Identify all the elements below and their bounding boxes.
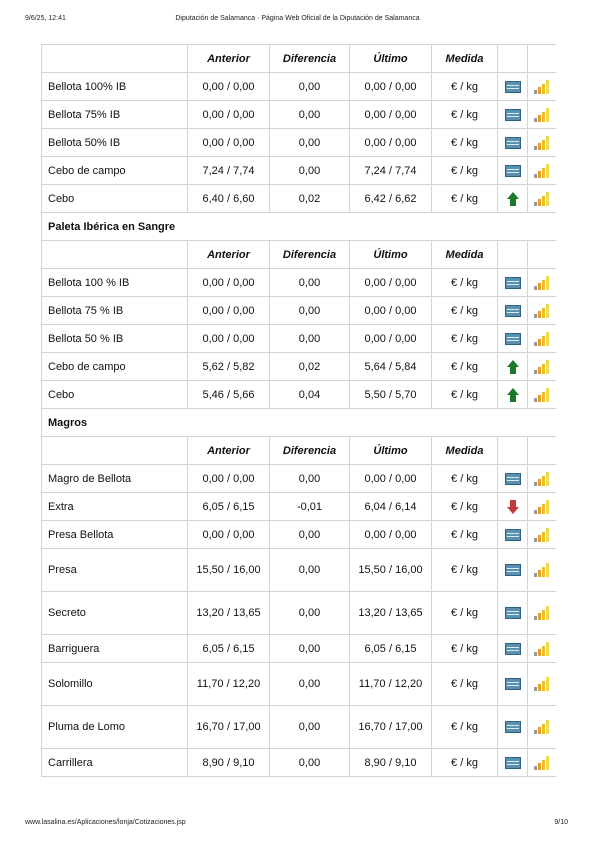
table-icon[interactable] bbox=[505, 678, 521, 690]
chart-cell bbox=[528, 635, 557, 663]
chart-cell bbox=[528, 549, 557, 592]
price-medida: € / kg bbox=[432, 269, 498, 297]
bar-chart-icon[interactable] bbox=[534, 563, 550, 577]
price-anterior: 0,00 / 0,00 bbox=[188, 269, 270, 297]
chart-cell bbox=[528, 297, 557, 325]
price-ultimo: 15,50 / 16,00 bbox=[350, 549, 432, 592]
col-header-diferencia: Diferencia bbox=[270, 45, 350, 73]
price-ultimo: 7,24 / 7,74 bbox=[350, 157, 432, 185]
product-name: Magro de Bellota bbox=[42, 465, 188, 493]
bar-chart-icon[interactable] bbox=[534, 642, 550, 656]
table-row bbox=[42, 592, 557, 635]
header-blank bbox=[528, 241, 557, 269]
chart-cell bbox=[528, 592, 557, 635]
chart-cell bbox=[528, 101, 557, 129]
price-medida: € / kg bbox=[432, 592, 498, 635]
table-icon[interactable] bbox=[505, 529, 521, 541]
product-name: Pluma de Lomo bbox=[42, 706, 188, 749]
table-icon[interactable] bbox=[505, 721, 521, 733]
price-diferencia: 0,04 bbox=[270, 381, 350, 409]
table-row bbox=[42, 129, 557, 157]
table-icon[interactable] bbox=[505, 333, 521, 345]
table-row bbox=[42, 749, 557, 777]
product-name: Bellota 100% IB bbox=[42, 73, 188, 101]
chart-cell bbox=[528, 381, 557, 409]
table-row bbox=[42, 465, 557, 493]
table-row bbox=[42, 185, 557, 213]
price-anterior: 15,50 / 16,00 bbox=[188, 549, 270, 592]
prices-table bbox=[41, 44, 556, 777]
price-diferencia: 0,00 bbox=[270, 325, 350, 353]
table-icon[interactable] bbox=[505, 137, 521, 149]
table-row bbox=[42, 325, 557, 353]
col-header-ultimo: Último bbox=[350, 437, 432, 465]
table-icon[interactable] bbox=[505, 473, 521, 485]
price-diferencia: 0,00 bbox=[270, 465, 350, 493]
trend-cell bbox=[498, 549, 528, 592]
column-header-row bbox=[42, 241, 557, 269]
bar-chart-icon[interactable] bbox=[534, 472, 550, 486]
chart-cell bbox=[528, 521, 557, 549]
chart-cell bbox=[528, 73, 557, 101]
price-ultimo: 5,64 / 5,84 bbox=[350, 353, 432, 381]
table-row bbox=[42, 635, 557, 663]
chart-cell bbox=[528, 325, 557, 353]
price-ultimo: 0,00 / 0,00 bbox=[350, 269, 432, 297]
trend-cell bbox=[498, 353, 528, 381]
price-anterior: 0,00 / 0,00 bbox=[188, 465, 270, 493]
price-diferencia: 0,02 bbox=[270, 353, 350, 381]
bar-chart-icon[interactable] bbox=[534, 500, 550, 514]
price-medida: € / kg bbox=[432, 129, 498, 157]
chart-cell bbox=[528, 493, 557, 521]
chart-cell bbox=[528, 129, 557, 157]
price-diferencia: -0,01 bbox=[270, 493, 350, 521]
table-row bbox=[42, 521, 557, 549]
print-header bbox=[25, 15, 570, 25]
table-row bbox=[42, 493, 557, 521]
product-name: Solomillo bbox=[42, 663, 188, 706]
arrow-up-icon[interactable] bbox=[507, 192, 519, 206]
price-diferencia: 0,00 bbox=[270, 749, 350, 777]
bar-chart-icon[interactable] bbox=[534, 304, 550, 318]
table-icon[interactable] bbox=[505, 607, 521, 619]
chart-cell bbox=[528, 465, 557, 493]
col-header-ultimo: Último bbox=[350, 45, 432, 73]
table-row bbox=[42, 353, 557, 381]
bar-chart-icon[interactable] bbox=[534, 720, 550, 734]
section-title: Magros bbox=[42, 409, 557, 437]
price-anterior: 5,46 / 5,66 bbox=[188, 381, 270, 409]
header-blank bbox=[42, 241, 188, 269]
chart-cell bbox=[528, 269, 557, 297]
price-diferencia: 0,00 bbox=[270, 663, 350, 706]
price-medida: € / kg bbox=[432, 297, 498, 325]
prices-table-body bbox=[42, 45, 557, 777]
header-blank bbox=[498, 241, 528, 269]
price-anterior: 6,05 / 6,15 bbox=[188, 635, 270, 663]
section-row bbox=[42, 213, 557, 241]
price-medida: € / kg bbox=[432, 521, 498, 549]
trend-cell bbox=[498, 73, 528, 101]
print-page-title: Diputación de Salamanca · Página Web Oficial de la Diputación de Salamanca bbox=[175, 15, 420, 22]
arrow-down-icon[interactable] bbox=[507, 500, 519, 514]
bar-chart-icon[interactable] bbox=[534, 108, 550, 122]
price-ultimo: 13,20 / 13,65 bbox=[350, 592, 432, 635]
price-medida: € / kg bbox=[432, 465, 498, 493]
price-medida: € / kg bbox=[432, 73, 498, 101]
col-header-anterior: Anterior bbox=[188, 241, 270, 269]
price-ultimo: 5,50 / 5,70 bbox=[350, 381, 432, 409]
bar-chart-icon[interactable] bbox=[534, 332, 550, 346]
price-anterior: 5,62 / 5,82 bbox=[188, 353, 270, 381]
chart-cell bbox=[528, 706, 557, 749]
table-icon[interactable] bbox=[505, 277, 521, 289]
trend-cell bbox=[498, 706, 528, 749]
page-number: 9/10 bbox=[554, 819, 568, 826]
header-blank bbox=[528, 45, 557, 73]
price-diferencia: 0,00 bbox=[270, 101, 350, 129]
trend-cell bbox=[498, 592, 528, 635]
price-medida: € / kg bbox=[432, 157, 498, 185]
product-name: Bellota 100 % IB bbox=[42, 269, 188, 297]
bar-chart-icon[interactable] bbox=[534, 388, 550, 402]
price-diferencia: 0,00 bbox=[270, 521, 350, 549]
price-diferencia: 0,00 bbox=[270, 269, 350, 297]
product-name: Bellota 75% IB bbox=[42, 101, 188, 129]
price-medida: € / kg bbox=[432, 493, 498, 521]
trend-cell bbox=[498, 635, 528, 663]
price-diferencia: 0,02 bbox=[270, 185, 350, 213]
header-blank bbox=[498, 45, 528, 73]
trend-cell bbox=[498, 749, 528, 777]
table-icon[interactable] bbox=[505, 165, 521, 177]
price-diferencia: 0,00 bbox=[270, 157, 350, 185]
price-medida: € / kg bbox=[432, 663, 498, 706]
bar-chart-icon[interactable] bbox=[534, 164, 550, 178]
price-medida: € / kg bbox=[432, 381, 498, 409]
col-header-medida: Medida bbox=[432, 437, 498, 465]
price-medida: € / kg bbox=[432, 635, 498, 663]
price-anterior: 0,00 / 0,00 bbox=[188, 101, 270, 129]
trend-cell bbox=[498, 381, 528, 409]
table-row bbox=[42, 549, 557, 592]
price-diferencia: 0,00 bbox=[270, 592, 350, 635]
trend-cell bbox=[498, 663, 528, 706]
print-footer bbox=[25, 819, 570, 829]
price-ultimo: 6,05 / 6,15 bbox=[350, 635, 432, 663]
price-anterior: 6,40 / 6,60 bbox=[188, 185, 270, 213]
bar-chart-icon[interactable] bbox=[534, 136, 550, 150]
header-blank bbox=[42, 437, 188, 465]
price-ultimo: 8,90 / 9,10 bbox=[350, 749, 432, 777]
chart-cell bbox=[528, 663, 557, 706]
price-medida: € / kg bbox=[432, 353, 498, 381]
price-diferencia: 0,00 bbox=[270, 635, 350, 663]
trend-cell bbox=[498, 101, 528, 129]
price-ultimo: 0,00 / 0,00 bbox=[350, 297, 432, 325]
trend-cell bbox=[498, 129, 528, 157]
arrow-up-icon[interactable] bbox=[507, 388, 519, 402]
print-datetime: 9/6/25, 12:41 bbox=[25, 15, 66, 22]
price-anterior: 13,20 / 13,65 bbox=[188, 592, 270, 635]
col-header-anterior: Anterior bbox=[188, 437, 270, 465]
bar-chart-icon[interactable] bbox=[534, 677, 550, 691]
chart-cell bbox=[528, 749, 557, 777]
price-medida: € / kg bbox=[432, 749, 498, 777]
product-name: Secreto bbox=[42, 592, 188, 635]
table-row bbox=[42, 381, 557, 409]
trend-cell bbox=[498, 465, 528, 493]
table-icon[interactable] bbox=[505, 109, 521, 121]
trend-cell bbox=[498, 325, 528, 353]
bar-chart-icon[interactable] bbox=[534, 360, 550, 374]
price-medida: € / kg bbox=[432, 706, 498, 749]
column-header-row bbox=[42, 45, 557, 73]
table-row bbox=[42, 269, 557, 297]
price-ultimo: 0,00 / 0,00 bbox=[350, 129, 432, 157]
col-header-medida: Medida bbox=[432, 45, 498, 73]
table-row bbox=[42, 157, 557, 185]
header-blank bbox=[498, 437, 528, 465]
bar-chart-icon[interactable] bbox=[534, 192, 550, 206]
product-name: Bellota 50 % IB bbox=[42, 325, 188, 353]
table-icon[interactable] bbox=[505, 564, 521, 576]
price-medida: € / kg bbox=[432, 185, 498, 213]
section-row bbox=[42, 409, 557, 437]
table-icon[interactable] bbox=[505, 305, 521, 317]
price-anterior: 16,70 / 17,00 bbox=[188, 706, 270, 749]
price-medida: € / kg bbox=[432, 325, 498, 353]
section-title: Paleta Ibérica en Sangre bbox=[42, 213, 557, 241]
table-icon[interactable] bbox=[505, 643, 521, 655]
product-name: Cebo bbox=[42, 185, 188, 213]
product-name: Barriguera bbox=[42, 635, 188, 663]
arrow-up-icon[interactable] bbox=[507, 360, 519, 374]
price-medida: € / kg bbox=[432, 101, 498, 129]
prices-sheet bbox=[41, 44, 556, 794]
price-anterior: 0,00 / 0,00 bbox=[188, 73, 270, 101]
price-medida: € / kg bbox=[432, 549, 498, 592]
price-diferencia: 0,00 bbox=[270, 129, 350, 157]
trend-cell bbox=[498, 297, 528, 325]
table-row bbox=[42, 297, 557, 325]
price-ultimo: 0,00 / 0,00 bbox=[350, 465, 432, 493]
table-row bbox=[42, 706, 557, 749]
product-name: Bellota 50% IB bbox=[42, 129, 188, 157]
price-diferencia: 0,00 bbox=[270, 549, 350, 592]
trend-cell bbox=[498, 157, 528, 185]
table-icon[interactable] bbox=[505, 81, 521, 93]
price-diferencia: 0,00 bbox=[270, 297, 350, 325]
price-ultimo: 6,04 / 6,14 bbox=[350, 493, 432, 521]
price-ultimo: 0,00 / 0,00 bbox=[350, 325, 432, 353]
price-anterior: 6,05 / 6,15 bbox=[188, 493, 270, 521]
price-anterior: 8,90 / 9,10 bbox=[188, 749, 270, 777]
print-url: www.lasalina.es/Aplicaciones/lonja/Cotizaciones.jsp bbox=[25, 819, 186, 826]
price-ultimo: 0,00 / 0,00 bbox=[350, 521, 432, 549]
product-name: Cebo de campo bbox=[42, 157, 188, 185]
price-ultimo: 16,70 / 17,00 bbox=[350, 706, 432, 749]
price-ultimo: 11,70 / 12,20 bbox=[350, 663, 432, 706]
trend-cell bbox=[498, 185, 528, 213]
table-row bbox=[42, 73, 557, 101]
bar-chart-icon[interactable] bbox=[534, 80, 550, 94]
price-anterior: 7,24 / 7,74 bbox=[188, 157, 270, 185]
table-row bbox=[42, 101, 557, 129]
product-name: Carrillera bbox=[42, 749, 188, 777]
price-diferencia: 0,00 bbox=[270, 73, 350, 101]
col-header-ultimo: Último bbox=[350, 241, 432, 269]
product-name: Bellota 75 % IB bbox=[42, 297, 188, 325]
chart-cell bbox=[528, 157, 557, 185]
header-blank bbox=[42, 45, 188, 73]
column-header-row bbox=[42, 437, 557, 465]
price-diferencia: 0,00 bbox=[270, 706, 350, 749]
col-header-anterior: Anterior bbox=[188, 45, 270, 73]
bar-chart-icon[interactable] bbox=[534, 756, 550, 770]
product-name: Cebo de campo bbox=[42, 353, 188, 381]
price-anterior: 0,00 / 0,00 bbox=[188, 129, 270, 157]
product-name: Cebo bbox=[42, 381, 188, 409]
table-icon[interactable] bbox=[505, 757, 521, 769]
price-ultimo: 0,00 / 0,00 bbox=[350, 101, 432, 129]
price-ultimo: 6,42 / 6,62 bbox=[350, 185, 432, 213]
bar-chart-icon[interactable] bbox=[534, 276, 550, 290]
bar-chart-icon[interactable] bbox=[534, 528, 550, 542]
chart-cell bbox=[528, 185, 557, 213]
table-row bbox=[42, 663, 557, 706]
col-header-diferencia: Diferencia bbox=[270, 437, 350, 465]
col-header-medida: Medida bbox=[432, 241, 498, 269]
price-anterior: 0,00 / 0,00 bbox=[188, 521, 270, 549]
product-name: Extra bbox=[42, 493, 188, 521]
price-anterior: 0,00 / 0,00 bbox=[188, 297, 270, 325]
price-anterior: 11,70 / 12,20 bbox=[188, 663, 270, 706]
trend-cell bbox=[498, 521, 528, 549]
trend-cell bbox=[498, 493, 528, 521]
price-anterior: 0,00 / 0,00 bbox=[188, 325, 270, 353]
bar-chart-icon[interactable] bbox=[534, 606, 550, 620]
price-ultimo: 0,00 / 0,00 bbox=[350, 73, 432, 101]
header-blank bbox=[528, 437, 557, 465]
chart-cell bbox=[528, 353, 557, 381]
product-name: Presa Bellota bbox=[42, 521, 188, 549]
product-name: Presa bbox=[42, 549, 188, 592]
trend-cell bbox=[498, 269, 528, 297]
col-header-diferencia: Diferencia bbox=[270, 241, 350, 269]
